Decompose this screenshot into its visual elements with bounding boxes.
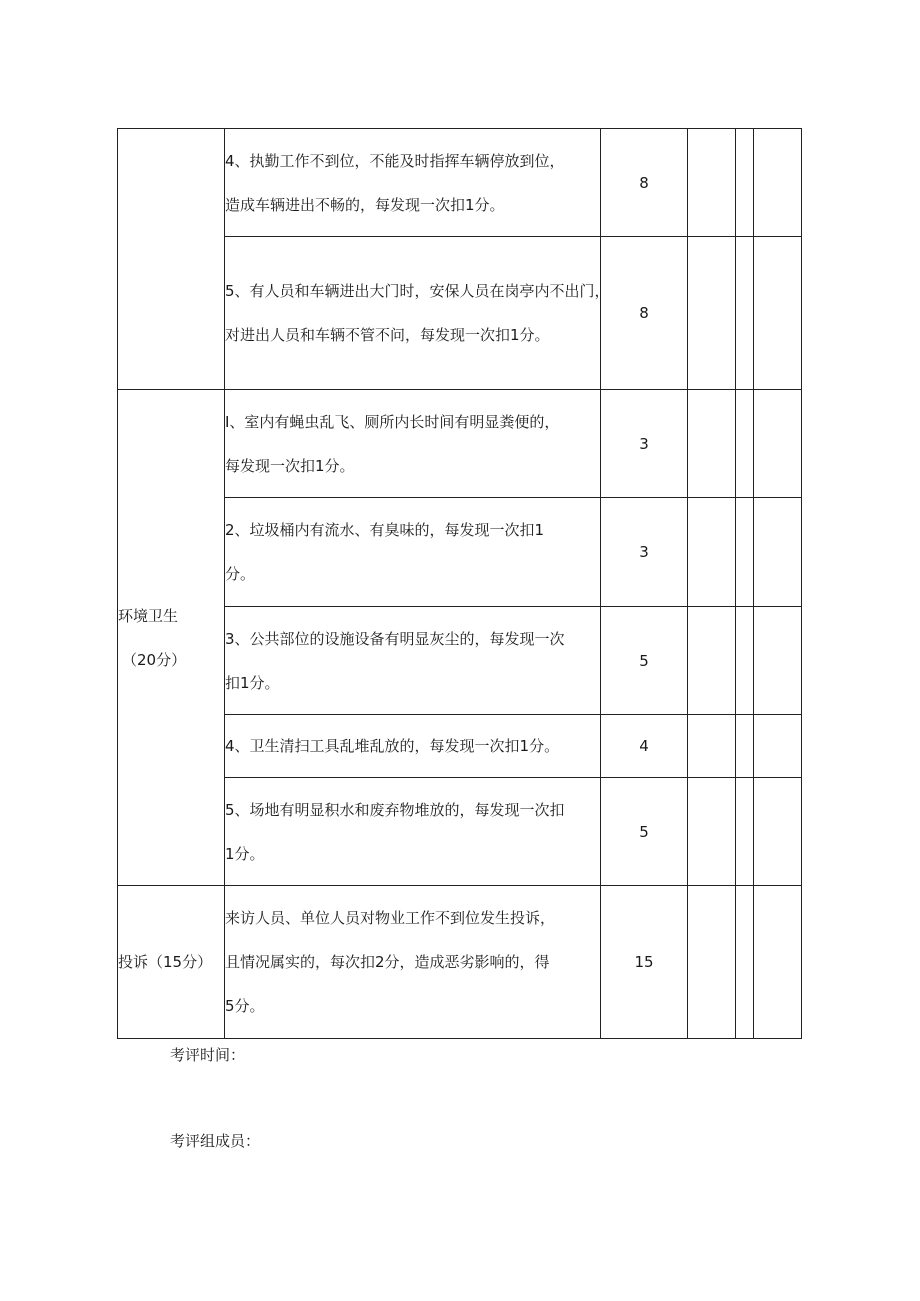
- category-cell-blank: [118, 129, 225, 390]
- empty-cell: [736, 498, 754, 607]
- score-cell: 3: [601, 498, 688, 607]
- table-row: [118, 886, 802, 1039]
- criterion-cell: [225, 607, 601, 715]
- empty-cell: [688, 886, 736, 1039]
- empty-cell: [736, 607, 754, 715]
- criterion-line: 1分。: [225, 844, 265, 863]
- empty-cell: [736, 390, 754, 498]
- empty-cell: [754, 237, 802, 390]
- empty-cell: [754, 129, 802, 237]
- category-label: 环境卫生: [118, 606, 179, 625]
- empty-cell: [736, 715, 754, 778]
- criterion-cell: [225, 778, 601, 886]
- criterion-cell: [225, 498, 601, 607]
- empty-cell: [754, 715, 802, 778]
- criterion-cell: [225, 129, 601, 237]
- criterion-line: 来访人员、单位人员对物业工作不到位发生投诉，: [225, 909, 556, 927]
- empty-cell: [688, 715, 736, 778]
- empty-cell: [754, 607, 802, 715]
- criterion-line: 对进出人员和车辆不管不问，每发现一次扣1分。: [225, 326, 550, 344]
- table-row: [118, 129, 802, 237]
- criterion-line: 4、卫生清扫工具乱堆乱放的，每发现一次扣1分。: [225, 737, 560, 755]
- criterion-cell: [225, 390, 601, 498]
- empty-cell: [754, 886, 802, 1039]
- empty-cell: [754, 498, 802, 607]
- empty-cell: [736, 778, 754, 886]
- criterion-cell: [225, 715, 601, 778]
- criterion-cell: [225, 886, 601, 1039]
- score-cell: 4: [601, 715, 688, 778]
- criterion-line: 且情况属实的，每次扣2分，造成恶劣影响的，得: [225, 953, 550, 971]
- evaluation-members-label: 考评组成员：: [170, 1132, 261, 1150]
- criterion-cell: [225, 237, 610, 390]
- empty-cell: [736, 886, 754, 1039]
- criterion-line: 2、垃圾桶内有流水、有臭味的，每发现一次扣1: [225, 521, 545, 539]
- score-cell: 8: [601, 129, 688, 237]
- category-cell-hygiene: [118, 390, 225, 886]
- criterion-line: 3、公共部位的设施设备有明显灰尘的，每发现一次: [225, 629, 565, 648]
- category-cell-complaints: 投诉（15分）: [118, 886, 225, 1039]
- empty-cell: [688, 237, 736, 390]
- empty-cell: [736, 129, 754, 237]
- criterion-line: 5分。: [225, 997, 265, 1015]
- table-row: [118, 390, 802, 498]
- empty-cell: [688, 129, 736, 237]
- criterion-line: 4、执勤工作不到位，不能及时指挥车辆停放到位，: [225, 151, 565, 170]
- empty-cell: [754, 390, 802, 498]
- criterion-line: 每发现一次扣1分。: [225, 456, 355, 475]
- evaluation-time-label: 考评时间：: [170, 1046, 246, 1064]
- empty-cell: [688, 607, 736, 715]
- category-points: （20分）: [122, 650, 187, 669]
- empty-cell: [688, 498, 736, 607]
- criterion-line: I、室内有蝇虫乱飞、厕所内长时间有明显粪便的，: [225, 412, 560, 431]
- criterion-line: 5、有人员和车辆进出大门时，安保人员在岗亭内不出门，: [225, 282, 610, 300]
- empty-cell: [688, 778, 736, 886]
- score-cell: 15: [601, 886, 688, 1039]
- score-cell: 5: [601, 778, 688, 886]
- empty-cell: [688, 390, 736, 498]
- empty-cell: [736, 237, 754, 390]
- criterion-line: 分。: [225, 565, 256, 583]
- criterion-line: 扣1分。: [225, 673, 280, 692]
- score-cell: 8: [601, 237, 688, 390]
- empty-cell: [754, 778, 802, 886]
- score-cell: 3: [601, 390, 688, 498]
- criterion-line: 5、场地有明显积水和废弃物堆放的，每发现一次扣: [225, 800, 565, 819]
- criterion-line: 造成车辆进出不畅的，每发现一次扣1分。: [225, 195, 505, 214]
- evaluation-table: [117, 128, 802, 1039]
- score-cell: 5: [601, 607, 688, 715]
